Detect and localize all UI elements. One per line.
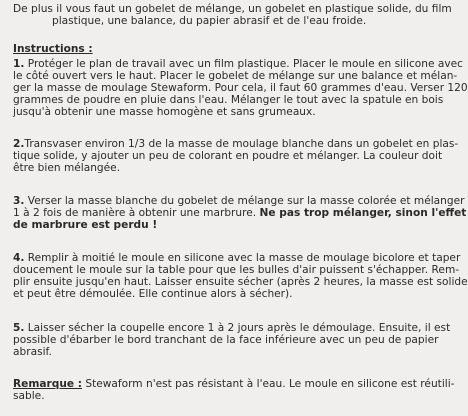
step2-text-1: Transvaser environ 1/3 de la masse de moulage blanche dans un gobelet en plas-	[24, 138, 459, 150]
step2-line-1	[13, 138, 459, 150]
step2-line-3: être bien mélangée.	[13, 162, 121, 174]
step3-line-1	[13, 195, 465, 207]
instructions-title: Instructions :	[13, 43, 93, 55]
intro-line-2: plastique, une balance, du papier abrasif et de l'eau froide.	[52, 15, 367, 27]
step3-warning-2: de marbrure est perdu !	[13, 219, 158, 231]
step5-line-2: possible d'ébarber le bord tranchant de la face inférieure avec un peu de papier	[13, 334, 439, 346]
step4-line-4: et peut être démoulée. Elle continue alors à sécher).	[13, 288, 293, 300]
step4-line-3: plir ensuite jusqu'en haut. Laisser ensuite sécher (après 2 heures, la masse est solide	[13, 276, 468, 288]
remark-line-2: sable.	[13, 390, 45, 402]
step4-line-2: doucement le moule sur la table pour que les bulles d'air puissent s'échapper. Rem-	[13, 264, 460, 276]
step3-number: 3.	[13, 195, 25, 207]
remark-text-1: Stewaform n'est pas résistant à l'eau. Le moule en silicone est réutili-	[82, 378, 455, 390]
step1-line-4: grammes de poudre en pluie dans l'eau. Mélanger le tout avec la spatule en bois	[13, 94, 444, 106]
step1-line-5: jusqu'à obtenir une masse homogène et sans grumeaux.	[13, 106, 316, 118]
intro-line-1: De plus il vous faut un gobelet de mélange, un gobelet en plastique solide, du film	[13, 3, 452, 15]
remark-line-1	[13, 378, 455, 390]
step5-line-3: abrasif.	[13, 346, 52, 358]
step4-text-1: Remplir à moitié le moule en silicone avec la masse de moulage bicolore et taper	[24, 252, 461, 264]
step4-number: 4.	[13, 252, 25, 264]
step3-text-2: 1 à 2 fois de manière à obtenir une marbrure.	[13, 207, 260, 219]
step3-line-2	[13, 207, 467, 219]
step5-number: 5.	[13, 322, 25, 334]
step5-line-1	[13, 322, 451, 334]
step3-warning-1: Ne pas trop mélanger, sinon l'effet	[259, 207, 467, 219]
step1-line-2: le côté ouvert vers le haut. Placer le gobelet de mélange sur une balance et mélan-	[13, 70, 458, 82]
remark-label: Remarque :	[13, 378, 82, 390]
step2-number: 2.	[13, 138, 25, 150]
step1-line-1	[13, 58, 463, 70]
step3-text-1: Verser la masse blanche du gobelet de mélange sur la masse colorée et mélanger	[24, 195, 465, 207]
step1-line-3: ger la masse de moulage Stewaform. Pour cela, il faut 60 grammes d'eau. Verser 120	[13, 82, 468, 94]
step5-text-1: Laisser sécher la coupelle encore 1 à 2 jours après le démoulage. Ensuite, il est	[24, 322, 451, 334]
step1-number: 1.	[13, 58, 25, 70]
step4-line-1	[13, 252, 461, 264]
step2-line-2: tique solide, y ajouter un peu de colorant en poudre et mélanger. La couleur doit	[13, 150, 443, 162]
step1-text-1: Protéger le plan de travail avec un film plastique. Placer le moule en silicone avec	[24, 58, 463, 70]
